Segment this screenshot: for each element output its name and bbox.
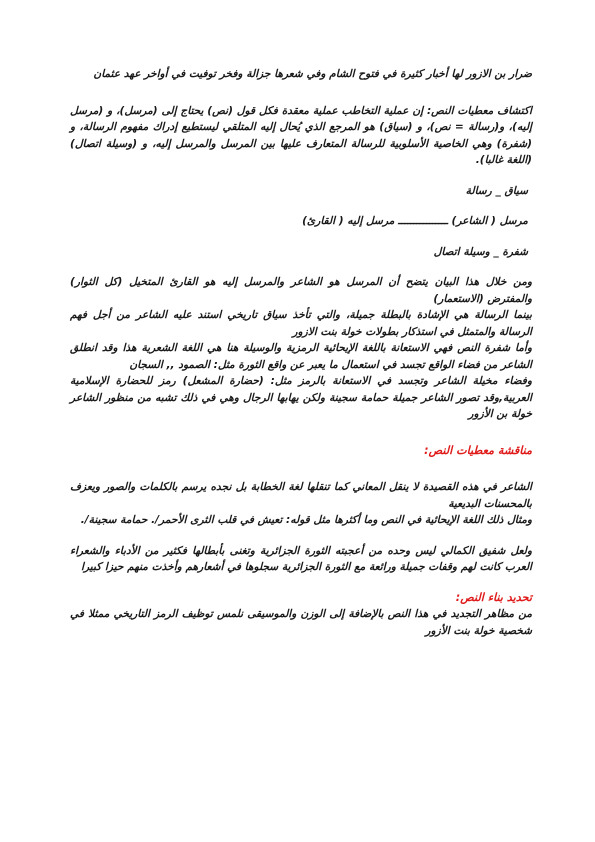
intro-paragraph: ضرار بن الازور لها أخبار كثيرة في فتوح الشام وفي شعرها جزالة وفخر توفيت في أواخر عهد عثمان <box>93 68 532 80</box>
discussion-paragraph: الشاعر في هذه القصيدة لا ينقل المعاني كما تنقلها لغة الخطابة بل نجده يرسم بالكلمات والصور ويعزف بالمحسنات البديعية <box>70 481 532 510</box>
analysis-paragraph: بينما الرسالة هي الإشادة بالبطلة جميلة، والتي تأخذ سياق تاريخي استند عليه الشاعر من أجل فهم الرسالة والمتمثل في استذكار بطولات خولة بنت الازور <box>70 309 532 338</box>
analysis-paragraph: وفضاء مخيلة الشاعر وتجسد في الاستعانة بالرمز مثل: (حضارة المشعل) رمز للحضارة الإسلامية العربية,وقد تصور الشاعر جميلة حمامة سجينة ولكن يهابها الرجال وهي في ذلك تشبه من منظور الشاعر خولة بن الأزور <box>70 375 532 420</box>
renewal-heading: تحديد بناء النص: <box>455 590 532 604</box>
schema-line-context: سياق _ رسالة <box>465 184 528 197</box>
schema-line-sender: مرسل ( الشاعر) ــــــــــــــــ مرسل إليه ( القارئ) <box>302 215 528 227</box>
communication-schema <box>70 183 532 261</box>
discussion-paragraph: ومثال ذلك اللغة الإيحائية في النص وما أكثرها مثل قوله: تعيش في قلب الثرى الأحمر/. حمامة سجينة/. <box>80 514 532 526</box>
analysis-paragraph: ومن خلال هذا البيان يتضح أن المرسل هو الشاعر والمرسل إليه هو القارئ المتخيل (كل الثوار) والمفترض (الاستعمار) <box>70 276 532 305</box>
document-page <box>70 66 532 639</box>
renewal-paragraph: من مظاهر التجديد في هذا النص بالإضافة إلى الوزن والموسيقى نلمس توظيف الرمز التاريخي ممثلا في شخصية خولة بنت الأزور <box>70 608 532 637</box>
discussion-paragraph-2: ولعل شفيق الكمالي ليس وحده من أعجبته الثورة الجزائرية وتغنى بأبطالها فكثير من الأدباء والشعراء العرب كانت لهم وقفات جميلة ورائعة مع الثورة الجزائرية سجلوها في أشعارهم وأخذت منهم حيزا كبيرا <box>70 544 532 573</box>
discussion-heading: مناقشة معطيات النص: <box>424 443 532 457</box>
discovery-paragraph: اكتشاف معطيات النص: إن عملية التخاطب عملية معقدة فكل قول (نص) يحتاج إلى (مرسل)، و (مرسل إليه)، و(رسالة = نص)، و (سياق) هو المرجع الذي يُحال إليه المتلقي ليستطيع إدراك مفهوم الرسالة، و (شفرة) وهي الخاصية الأسلوبية للرسالة المتعارف عليها بين المرسل والمرسل إليه، و (وسيلة اتصال) (اللغة غالبا). <box>70 104 532 166</box>
analysis-paragraph: وأما شفرة النص فهي الاستعانة باللغة الإيحائية الرمزية والوسيلة هنا هي اللغة الشعرية هذا وقد انطلق الشاعر من فضاء الواقع تجسد في استعمال ما يعبر عن واقع الثورة مثل: الصمود ,, السجان <box>70 342 532 371</box>
schema-line-code: شفرة _ وسيلة اتصال <box>433 245 528 258</box>
